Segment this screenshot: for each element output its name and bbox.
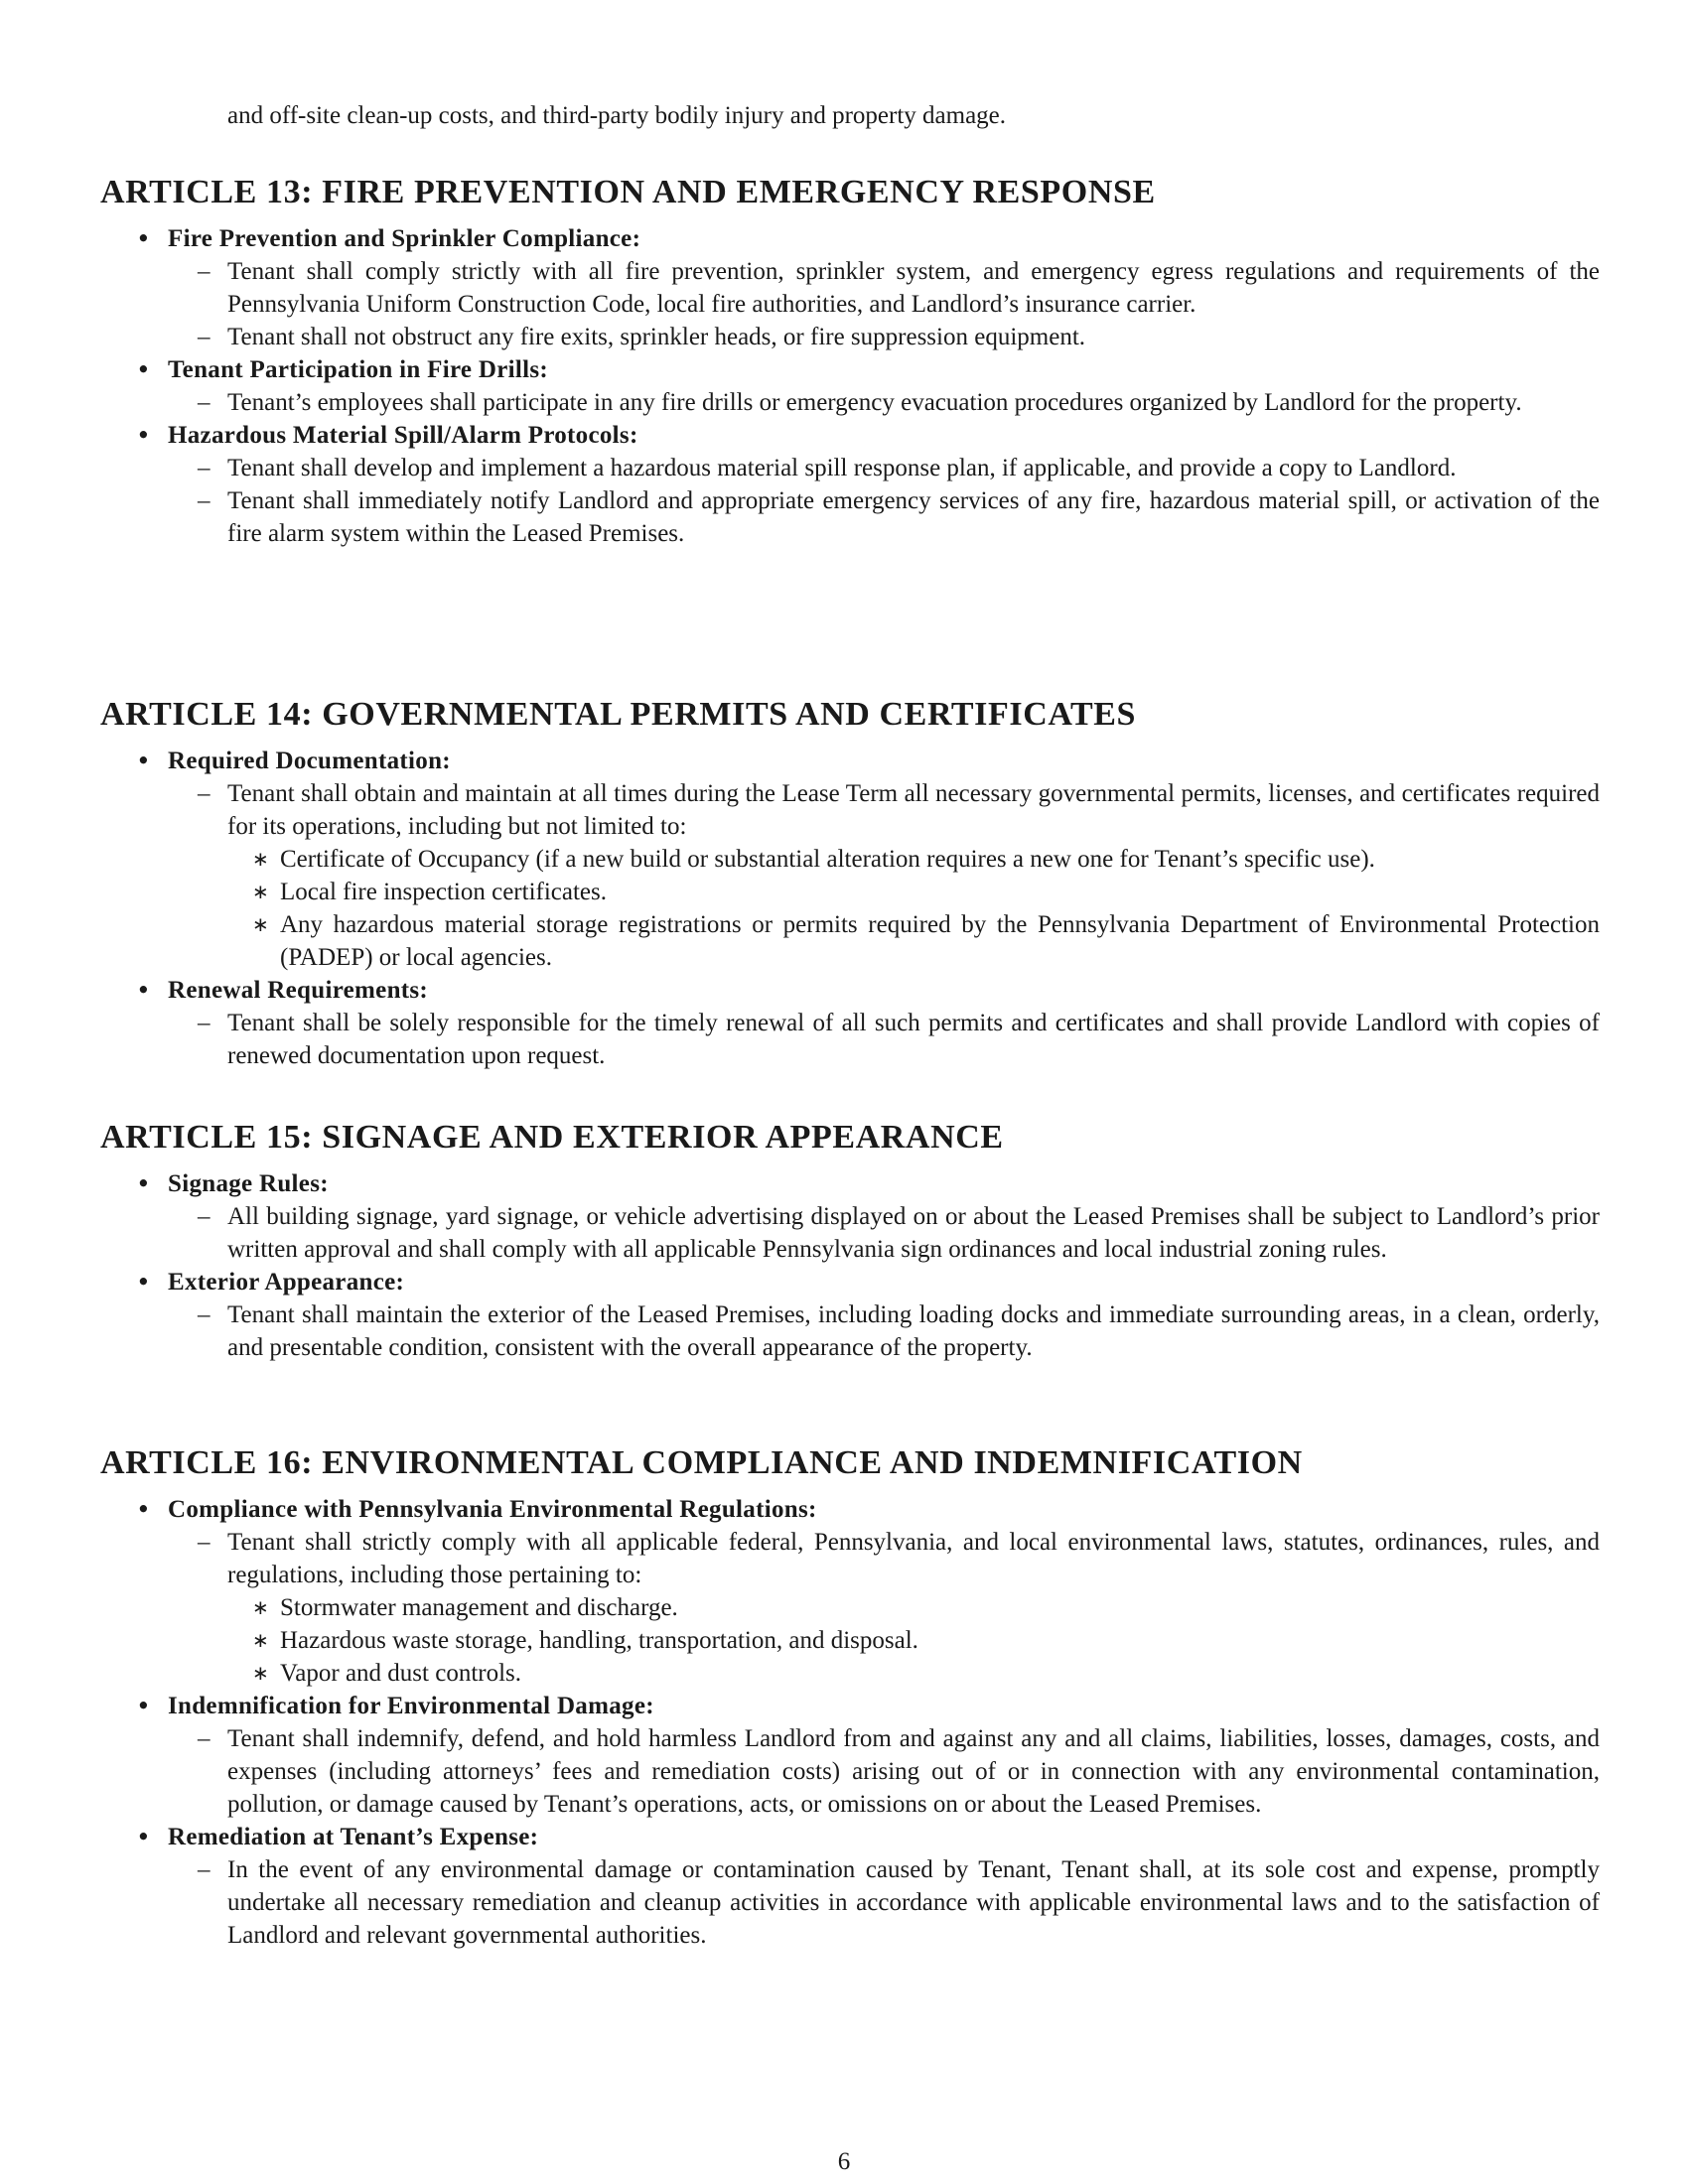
- point-text: ∗ Certificate of Occupancy (if a new build or substantial alteration requires a new one for Tenant’s specific use).: [280, 846, 1375, 873]
- sub-item: [168, 386, 1600, 419]
- article-title: ARTICLE 16: ENVIRONMENTAL COMPLIANCE AND INDEMNIFICATION: [100, 1444, 1303, 1481]
- point-item: [227, 843, 1600, 876]
- list-item: [100, 222, 1600, 353]
- sub-item: [168, 1298, 1600, 1364]
- item-heading: • Remediation at Tenant’s Expense:: [168, 1824, 539, 1850]
- item-heading: • Fire Prevention and Sprinkler Compliance:: [168, 225, 641, 252]
- sub-item: [168, 484, 1600, 550]
- sub-item: [168, 1200, 1600, 1266]
- list-item: [100, 745, 1600, 974]
- item-heading: • Exterior Appearance:: [168, 1269, 405, 1296]
- article-title: ARTICLE 13: FIRE PREVENTION AND EMERGENCY RESPONSE: [100, 174, 1156, 210]
- item-heading: • Signage Rules:: [168, 1170, 329, 1197]
- carryover-text: and off-site clean-up costs, and third-party bodily injury and property damage.: [227, 102, 1007, 129]
- list-item: [100, 1690, 1600, 1821]
- sub-item: [168, 777, 1600, 974]
- sub-item: [168, 452, 1600, 484]
- sub-item-text: – All building signage, yard signage, or vehicle advertising displayed on or about the Leased Premises shall be subject to Landlord’s prior written approval and shall comply with all applicable Pennsylvania sign ordinances and local industrial zoning rules.: [227, 1203, 1600, 1263]
- article-16: [100, 1443, 1600, 1952]
- item-heading: • Tenant Participation in Fire Drills:: [168, 356, 549, 383]
- point-item: [227, 1591, 1600, 1624]
- point-item: [227, 908, 1600, 974]
- sub-item: [168, 1007, 1600, 1072]
- list-item: [100, 974, 1600, 1072]
- sub-item-text: – Tenant shall not obstruct any fire exits, sprinkler heads, or fire suppression equipment.: [227, 324, 1086, 350]
- point-item: [227, 876, 1600, 908]
- sub-item-text: – Tenant shall comply strictly with all fire prevention, sprinkler system, and emergency egress regulations and requirements of the Pennsylvania Uniform Construction Code, local fire authorities, and Landlord’s insurance carrier.: [227, 258, 1600, 318]
- list-item: [100, 1167, 1600, 1266]
- sub-item-text: – Tenant shall strictly comply with all applicable federal, Pennsylvania, and local environmental laws, statutes, ordinances, rules, and regulations, including those pertaining to:: [227, 1529, 1600, 1588]
- article-title: ARTICLE 15: SIGNAGE AND EXTERIOR APPEARANCE: [100, 1119, 1004, 1156]
- point-text: ∗ Hazardous waste storage, handling, transportation, and disposal.: [280, 1627, 918, 1654]
- sub-item-text: – Tenant shall immediately notify Landlord and appropriate emergency services of any fire, hazardous material spill, or activation of the fire alarm system within the Leased Premises.: [227, 487, 1600, 547]
- item-heading: • Indemnification for Environmental Damage:: [168, 1693, 654, 1719]
- sub-item-text: – Tenant shall indemnify, defend, and hold harmless Landlord from and against any and all claims, liabilities, losses, damages, costs, and expenses (including attorneys’ fees and remediation costs) arising out of or in connection with any environmental contamination, pollution, or damage caused by Tenant’s operations, acts, or omissions on or about the Leased Premises.: [227, 1725, 1600, 1818]
- article-item-list: [100, 1493, 1600, 1952]
- list-item: [100, 1266, 1600, 1364]
- list-item: [100, 1493, 1600, 1690]
- point-text: ∗ Vapor and dust controls.: [280, 1660, 522, 1687]
- article-14: [100, 695, 1600, 1072]
- page-number: 6: [837, 2148, 851, 2175]
- sub-item: [168, 1853, 1600, 1952]
- point-text: ∗ Any hazardous material storage registrations or permits required by the Pennsylvania Department of Environmental Protection (PADEP) or local agencies.: [280, 911, 1600, 971]
- article-item-list: [100, 745, 1600, 1072]
- point-text: ∗ Stormwater management and discharge.: [280, 1594, 678, 1621]
- sub-item-text: – In the event of any environmental damage or contamination caused by Tenant, Tenant shall, at its sole cost and expense, promptly undertake all necessary remediation and cleanup activities in accordance with applicable environmental laws and to the satisfaction of Landlord and relevant governmental authorities.: [227, 1856, 1600, 1949]
- article-item-list: [100, 1167, 1600, 1364]
- list-item: [100, 353, 1600, 419]
- point-item: [227, 1624, 1600, 1657]
- article-item-list: [100, 222, 1600, 550]
- sub-item: [168, 1722, 1600, 1821]
- sub-item: [168, 1526, 1600, 1690]
- article-title: ARTICLE 14: GOVERNMENTAL PERMITS AND CERTIFICATES: [100, 696, 1137, 733]
- item-heading: • Compliance with Pennsylvania Environmental Regulations:: [168, 1496, 817, 1523]
- list-item: [100, 419, 1600, 550]
- sub-item-text: – Tenant shall be solely responsible for the timely renewal of all such permits and certificates and shall provide Landlord with copies of renewed documentation upon request.: [227, 1010, 1600, 1069]
- article-13: [100, 173, 1600, 550]
- point-text: ∗ Local fire inspection certificates.: [280, 879, 608, 905]
- item-heading: • Hazardous Material Spill/Alarm Protocols:: [168, 422, 638, 449]
- sub-item: [168, 255, 1600, 321]
- sub-item-text: – Tenant’s employees shall participate in any fire drills or emergency evacuation procedures organized by Landlord for the property.: [227, 389, 1522, 416]
- sub-item-text: – Tenant shall obtain and maintain at all times during the Lease Term all necessary governmental permits, licenses, and certificates required for its operations, including but not limited to:: [227, 780, 1600, 840]
- sub-item-text: – Tenant shall maintain the exterior of the Leased Premises, including loading docks and immediate surrounding areas, in a clean, orderly, and presentable condition, consistent with the overall appearance of the property.: [227, 1301, 1600, 1361]
- list-item: [100, 1821, 1600, 1952]
- sub-item: [168, 321, 1600, 353]
- article-15: [100, 1118, 1600, 1364]
- item-heading: • Renewal Requirements:: [168, 977, 429, 1004]
- item-heading: • Required Documentation:: [168, 748, 451, 774]
- sub-item-text: – Tenant shall develop and implement a hazardous material spill response plan, if applicable, and provide a copy to Landlord.: [227, 455, 1457, 481]
- point-item: [227, 1657, 1600, 1690]
